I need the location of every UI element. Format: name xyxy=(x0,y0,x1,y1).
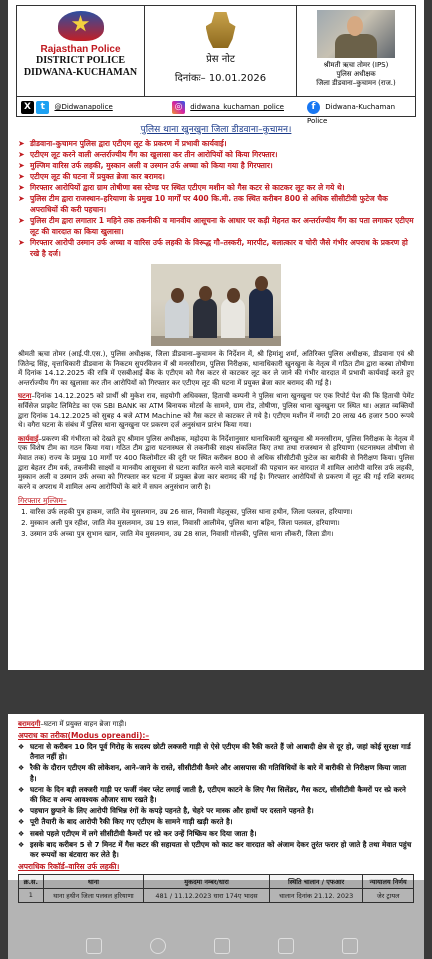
instagram-handle-group[interactable] xyxy=(172,100,284,114)
twitter-bird-icon: t xyxy=(36,101,49,114)
column-header: थाना xyxy=(43,875,144,889)
press-date: दिनांकः– 10.01.2026 xyxy=(174,73,267,84)
instagram-icon: ◎ xyxy=(172,101,185,114)
modus-operandi-item: ❖ सबसे पहले एटीएम में लगे सीसीटीवी कैमरों पर स्प्रे कर उन्हें निष्क्रिय कर दिया जाता है। xyxy=(18,829,414,839)
x-handle-group[interactable] xyxy=(21,100,113,114)
highlight-item: ➤ पुलिस टीम द्वारा लगातार 1 महिने तक तकनीकी व मानवीय आसूचना के आधार पर कड़ी मेहनत कर अन्तर्राज्यीय गैंग का पता लगाकर एटीएम लूट की वारदात का किया खुलासा। xyxy=(18,215,414,237)
arrested-item: 3. उस्मान उर्फ अच्चा पुत्र सुभान खान, जाति मेव मुसलमान, उम्र 28 साल, निवासी गोलकी, पुलिस थाना लीकरी, जिला डीग। xyxy=(30,530,414,540)
crop-icon[interactable] xyxy=(214,938,230,954)
modus-operandi-item: ❖ रैकी के दौरान एटीएम की लोकेशन, आने–जाने के रास्ते, सीसीटीवी कैमरे और आसपास की गतिविधियों के बारे में बारीकी से निरीक्षण किया जाता है। xyxy=(18,763,414,783)
incident-paragraph xyxy=(18,392,414,430)
org-title: Rajasthan Police xyxy=(40,44,121,55)
highlight-item: ➤ गिरफ्तार आरोपी उस्मान उर्फ अच्चा व वारिस उर्फ लहकी के विरूद्ध गौ–तस्करी, मारपीट, बलात्कार व चोरी जैसे गंभीर अपराध के प्रकरण हो रखे है दर्ज। xyxy=(18,237,414,259)
x-logo-icon: X xyxy=(21,101,34,114)
recovery-line xyxy=(18,719,414,730)
table-cell: 1 xyxy=(19,889,44,903)
officer-photo xyxy=(317,10,395,58)
modus-operandi-item: ❖ घटना से करीबन 10 दिन पूर्व गिरोह के सदस्य छोटी लक्जरी गाड़ी से ऐसे एटीएम की रैकी करते हैं जो आबादी क्षेत्र से दूर हो, जहां कोई सुरक्षा गार्ड तैनात नहीं हो। xyxy=(18,742,414,762)
criminal-record-title: अपराधिक रिकॉर्ड–वारिस उर्फ लहकी। xyxy=(18,862,120,872)
column-header: स्थिति चालान / एफआर xyxy=(269,875,363,889)
emblem-block xyxy=(145,6,297,96)
table-cell: 481 / 11.12.2023 धारा 174ए भादस xyxy=(144,889,270,903)
officer-block xyxy=(297,6,415,96)
square-icon[interactable] xyxy=(278,938,294,954)
modus-operandi-item: ❖ घटना के दिन बड़ी लक्जरी गाड़ी पर फर्जी नंबर प्लेट लगाई जाती है, एटीएम काटने के लिए गैस सिलेंडर, गैस कटर, सीसीटीवी कैमरों पर स्प्रे करने की किट व अन्य आवश्यक औजार साथ रखते है। xyxy=(18,785,414,805)
letterhead xyxy=(16,5,416,97)
modus-operandi-title: अपराध का तरीका(Modus opreandi):– xyxy=(18,731,150,740)
highlight-item: ➤ एटीएम लूट की घटना में प्रयुक्त ब्रेजा कार बरामद। xyxy=(18,171,414,182)
arrested-list xyxy=(30,508,414,539)
modus-operandi-item: ❖ इसके बाद करीबन 5 से 7 मिनट में गैस कटर की सहायता से एटीएम को काट कर वारदात को अंजाम देकर तुरंत फरार हो जाते है तथा मेवात पहुंच कर रूपयों का बंटवारा कर लेते है। xyxy=(18,840,414,860)
national-emblem-icon xyxy=(206,12,236,48)
arrested-item: 1. वारिस उर्फ लहकी पुत्र हाकम, जाति मेव मुसलमान, उम्र 26 साल, निवासी मेहलूका, पुलिस थाना हथीन, जिला पलवल, हरियाणा। xyxy=(30,508,414,518)
arrested-item: 2. मुस्कान अली पुत्र रहीश, जाति मेव मुसलमान, उम्र 19 साल, निवासी आलीमेव, पुलिस थाना बहिन, जिला पलवल, हरियाणा। xyxy=(30,519,414,529)
social-handles-bar xyxy=(16,97,416,125)
highlight-item: ➤ एटीएम लूट करने वाली अन्तर्राज्यीय गैंग का खुलासा कर तीन आरोपियों को किया गिरफ्तार। xyxy=(18,149,414,160)
officer-name: श्रीमती ऋचा तोमर (IPS) xyxy=(323,61,389,69)
district-line-2: DIDWANA-KUCHAMAN xyxy=(23,67,138,78)
facebook-icon: f xyxy=(307,101,320,114)
modus-operandi-item: ❖ पहचान छुपाने के लिए आरोपी विभिन्न रंगों के कपड़े पहनते है, चेहरे पर मास्क और हाथों पर दस्ताने पहनते है। xyxy=(18,806,414,816)
arrested-accused-photo xyxy=(151,264,281,346)
action-text: –प्रकरण की गंभीरता को देखते हुए श्रीमान पुलिस अधीक्षक, महोदया के निर्देशानुसार थानाधिकारी खुनखुना श्री मनरसीराम, पुलिस निरीक्षक के नेतृत्व में एक विशेष टीम का गठन किया गया। गठित टीम द्वारा घटनास्थल से तकनीकी साक्ष्य संकलित किए तथा तथा राजस्थान से हरियाणा (घटनास्थल तोषीणा से मेवात तक) राज्य के प्रमुख 10 मार्गों पर 400 किलोमीटर की दूरी पर स्थित करीबन 800 से अधिक सीसीटीवी फुटेज का बारीकी से निरीक्षण किया। पुलिस द्वारा बेहतर टीम वर्क, तकनीकी साक्ष्यों व मानवीय आसूचना से घटना कारित करने वाले बदमाशों की पहचान कर वारदात में शामिल आरोपी वारिस उर्फ लहकी, मुस्कान अली व उस्मान उर्फ अच्चा को गिरफ्तार कर घटना में प्रयुक्त ब्रेजा कार बरामद की गई है। गिरफ्तार आरोपियों से प्रकरण में लूट की गई राशि बरामद करने व अपराध में शामिल अन्य आरोपियों के बारे में सघन अनुसंधान जारी है। xyxy=(18,434,414,491)
recovery-label: बरामदगी xyxy=(18,720,41,728)
facebook-handle[interactable]: Didwana-Kuchaman Police xyxy=(307,103,396,125)
arrested-title: गिरफ्तार मुल्जिम– xyxy=(18,496,67,506)
table-cell: जेर ट्रायल xyxy=(363,889,414,903)
column-header: न्यायालय निर्णय xyxy=(363,875,414,889)
recovery-text: –घटना में प्रयुक्त वाहन ब्रेजा गाड़ी। xyxy=(40,720,127,728)
incident-text: –दिनांक 14.12.2025 को प्रार्थी श्री मुकेश राव, सहयोगी अधिवक्ता, हिताची कम्पनी ने पुलिस थाना खुनखुना पर एक रिपोर्ट पेश की कि हिताची पेमेंट सर्विसेज प्राइवेट लिमिटेड का एक SBI BANK का ATM बिनायक मोटर्स के सामने, ग्राम रोड, तोषीणा, पुलिस थाना खुनखुना पर स्थित था। अज्ञात व्यक्तियों द्वारा दिनांक 14.12.2025 को सुबह 4 बजे ATM Machine को गैस कटर से काटकर ले गये है। एटीएम मशीन में नगदी 20 लाख 46 हजार 500 रूपये थे। वगैरा घटना के संबंध में पुलिस थाना खुनखुना पर प्रकरण दर्ज अनुसंधान प्रारंभ किया गया। xyxy=(18,392,414,430)
intro-paragraph: श्रीमती ऋचा तोमर (आई.पी.एस.), पुलिस अधीक्षक, जिला डीडवाना–कुचामन के निर्देशन में, श्री हिमांशु शर्मा, अतिरिक्त पुलिस अधीक्षक, डीडवाना एवं श्री जितेन्द्र सिंह, वृत्ताधिकारी डीडवाना के निकटम सुपरविजन में श्री मनरसीराम, पुलिस निरीक्षक, थानाधिकारी खुनखुना के नेतृत्व में गठित टीम द्वारा कस्बा तोषीणा में दिनांक 14.12.2025 की रात्रि में एसबीआई बैंक के एटीएम को गैस कटर से काटकर लूट कर ले जाने की गंभीर वारदात में प्रभावी कार्यवाई करते हुए अन्तर्राज्यीय गैंग का खुलासा कर तीन आरोपियों को गिरफ्तार कर एटीएम लूट की घटना में प्रयुक्त ब्रेजा कार बरामद की गई है। xyxy=(18,350,414,387)
police-logo-block xyxy=(17,6,145,96)
instagram-handle[interactable]: didwana_kuchaman_police xyxy=(190,103,284,111)
table-cell: चालान दिनांक 21.12. 2023 xyxy=(269,889,363,903)
action-paragraph xyxy=(18,435,414,493)
grid-icon[interactable] xyxy=(342,938,358,954)
modus-operandi-item: ❖ पूरी तैयारी के बाद आरोपी रैकी किए गए एटीएम के सामने गाड़ी खड़ी करते है। xyxy=(18,817,414,827)
column-header: क्र.स. xyxy=(19,875,44,889)
highlight-item: ➤ पुलिस टीम द्वारा राजस्थान–हरियाणा के प्रमुख 10 मार्गों पर 400 कि.मी. तक स्थित करीबन 800 से अधिक सीसीटीवी फुटेज चैक अपराधियों की करी पहचान। xyxy=(18,193,414,215)
rajasthan-police-logo-icon xyxy=(58,11,104,41)
officer-district: जिला डीडवाना–कुचामन (राज.) xyxy=(316,79,396,87)
highlight-item: ➤ गिरफ्तार आरोपियों द्वारा ग्राम तोषीणा बस स्टेण्ड पर स्थित एटीएम मशीन को गैस कटर से काटकर लूट कर ले गये थे। xyxy=(18,182,414,193)
highlight-item: ➤ डीडवाना–कुचामन पुलिस द्वारा एटीएम लूट के प्रकरण में प्रभावी कार्यवाई। xyxy=(18,138,414,149)
action-label: कार्यवाई xyxy=(18,434,39,443)
press-note-title: प्रेस नोट xyxy=(206,54,235,65)
column-header: मुकदमा नम्बर/धारा xyxy=(144,875,270,889)
table-cell: थाना हथीन जिला पलवल हरियाणा xyxy=(43,889,144,903)
highlight-item: ➤ मुल्जिम वारिस उर्फ लहकी, मुस्कान अली व उस्मान उर्फ अच्चा को किया गया है गिरफ्तार। xyxy=(18,160,414,171)
incident-label: घटना xyxy=(18,392,32,401)
press-note-page-1 xyxy=(8,0,424,670)
x-handle[interactable]: @Didwanapolice xyxy=(54,103,113,111)
pause-icon[interactable] xyxy=(86,938,102,954)
headline: पुलिस थाना खुनखुना जिला डीडवाना–कुचामन। xyxy=(140,125,292,135)
facebook-handle-group[interactable] xyxy=(307,100,415,125)
media-viewer-toolbar xyxy=(0,936,432,959)
district-line-1: DISTRICT POLICE xyxy=(35,55,125,66)
highlights-list xyxy=(18,138,414,259)
officer-post: पुलिस अधीक्षक xyxy=(336,70,376,78)
circle-icon[interactable] xyxy=(150,938,166,954)
